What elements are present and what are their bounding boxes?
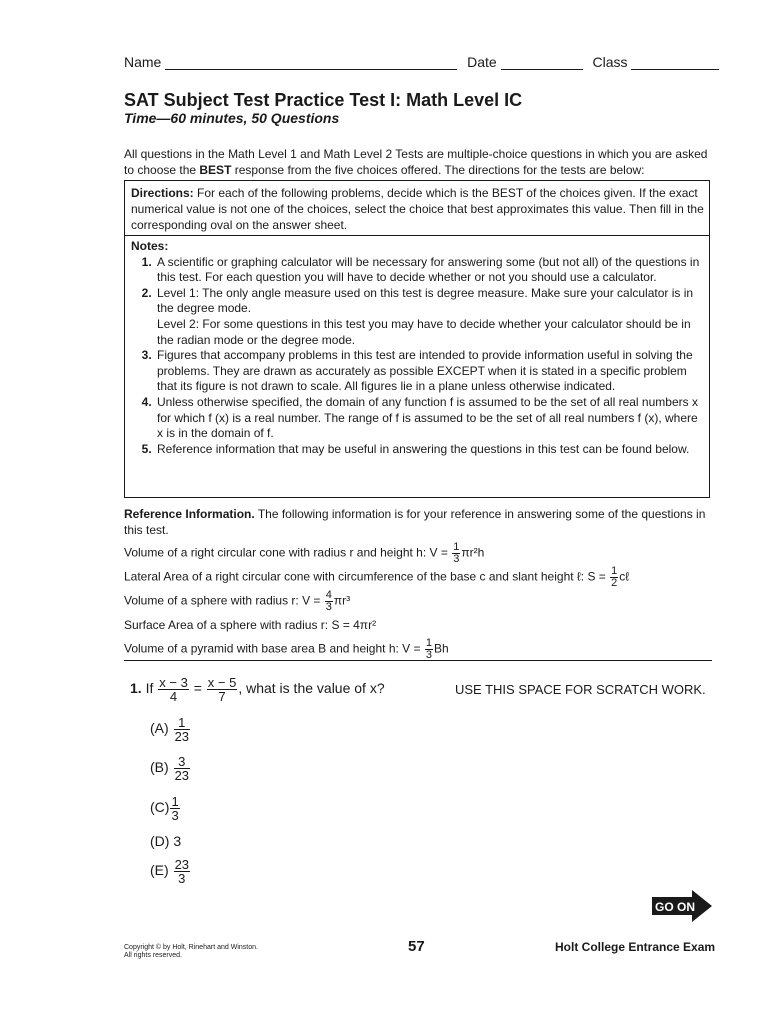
choice-a[interactable]	[150, 716, 191, 743]
scratch-work-label: USE THIS SPACE FOR SCRATCH WORK.	[455, 682, 706, 697]
name-blank	[165, 55, 457, 70]
formula-text: Lateral Area of a right circular cone with circumference of the base c and slant height ℓ: S =	[124, 569, 610, 584]
frac-den: 7	[218, 689, 226, 704]
formula-rest: πr³	[333, 593, 351, 608]
fraction-rhs	[207, 676, 238, 703]
formula-sphere-area: Surface Area of a sphere with radius r: S = 4πr²	[124, 618, 377, 632]
formula-rest: πr²h	[461, 545, 485, 560]
notes	[131, 239, 705, 457]
note-level2: Level 2: For some questions in this test you may have to decide whether your calculator should be in the radian mode or the degree mode.	[157, 316, 691, 347]
question-if: If	[145, 680, 154, 697]
frac-num: 1	[611, 565, 618, 577]
note-item: 3. Figures that accompany problems in this test are intended to provide information useful in solving the problems. They are drawn as accurately as possible EXCEPT when it is stated in a specific problem that its figure is not drawn to scale. All figures lie in a plane unless otherwise indicated.	[155, 348, 705, 395]
go-on-arrow-svg	[652, 890, 712, 922]
reference-label: Reference Information.	[124, 507, 255, 521]
formula-sphere-volume	[124, 590, 350, 613]
choice-e[interactable]	[150, 858, 191, 885]
frac-num: x − 5	[207, 675, 237, 690]
date-label: Date	[467, 54, 497, 70]
choice-d[interactable]	[150, 833, 181, 849]
frac-den: 23	[174, 768, 190, 783]
directions-box	[124, 180, 710, 498]
choice-label: (B)	[150, 759, 169, 776]
fraction	[452, 542, 460, 565]
frac-den: 3	[325, 601, 332, 613]
fraction	[610, 566, 618, 589]
frac-num: 4	[325, 589, 332, 601]
fraction	[325, 590, 333, 613]
page-number: 57	[408, 938, 425, 955]
frac-num: 1	[171, 794, 179, 809]
copyright	[124, 944, 258, 960]
fraction	[170, 795, 179, 822]
frac-num: 3	[174, 755, 190, 769]
reference-info	[124, 506, 714, 538]
intro-text-1: All questions in the Math Level 1 and Math Level 2 Tests are multiple-choice questions in which you are asked to choose the	[124, 147, 708, 177]
fraction	[174, 755, 190, 782]
intro-text-2: response from the five choices offered. The directions for the tests are below:	[231, 163, 645, 177]
formula-pyramid-volume	[124, 638, 449, 661]
date-blank	[501, 55, 583, 70]
choice-label: (E)	[150, 862, 169, 879]
choice-label: (C)	[150, 799, 170, 816]
reference-text: The following information is for your reference in answering some of the questions in this test.	[124, 507, 706, 537]
frac-den: 4	[169, 689, 178, 704]
copyright-line-1: Copyright © by Holt, Rinehart and Winston.	[124, 944, 258, 951]
formula-lateral-area	[124, 566, 629, 589]
box-divider	[125, 235, 709, 236]
fraction	[425, 638, 433, 661]
note-item: 5. Reference information that may be useful in answering the questions in this test can be found below.	[155, 442, 705, 458]
fraction	[174, 716, 190, 743]
section-rule	[124, 660, 712, 661]
choice-label: (D)	[150, 833, 170, 849]
choice-value: 3	[173, 833, 182, 849]
frac-num: 1	[425, 637, 432, 649]
formula-rest: Bh	[433, 641, 449, 656]
page-subtitle: Time—60 minutes, 50 Questions	[124, 110, 340, 126]
frac-num: 23	[174, 857, 190, 872]
directions-label: Directions:	[131, 186, 194, 200]
class-blank	[631, 55, 719, 70]
note-item: 4. Unless otherwise specified, the domain of any function f is assumed to be the set of all real numbers x for which f (x) is a real number. The range of f is assumed to be the set of all real numbers f (x), where x is in the domain of f.	[155, 395, 705, 442]
equals-sign: =	[193, 680, 202, 697]
frac-den: 3	[453, 553, 460, 565]
frac-num: 1	[453, 541, 460, 553]
choice-label: (A)	[150, 720, 169, 737]
copyright-line-2: All rights reserved.	[124, 952, 182, 959]
fraction-lhs	[158, 676, 189, 703]
formula-cone-volume	[124, 542, 484, 565]
formula-text: Volume of a pyramid with base area B and height h: V =	[124, 641, 424, 656]
formula-rest: cℓ	[619, 569, 630, 584]
intro-bold: BEST	[199, 163, 232, 177]
frac-den: 3	[178, 871, 186, 886]
go-on-label: GO ON	[655, 900, 696, 914]
formula-text: Volume of a right circular cone with radius r and height h: V =	[124, 545, 452, 560]
directions-text: For each of the following problems, decide which is the BEST of the choices given. If the exact numerical value is not one of the choices, select the choice that best approximates this value. Then fill in the corresponding oval on the answer sheet.	[131, 186, 704, 232]
frac-den: 2	[611, 577, 618, 589]
header-row	[124, 54, 719, 70]
question-text: , what is the value of x?	[238, 680, 385, 697]
directions	[131, 185, 705, 233]
frac-num: 1	[174, 716, 190, 730]
name-label: Name	[124, 54, 162, 70]
formula-text: Volume of a sphere with radius r: V =	[124, 593, 324, 608]
go-on-arrow-icon	[652, 890, 712, 927]
publisher-label: Holt College Entrance Exam	[555, 940, 716, 954]
notes-list	[131, 255, 705, 458]
note-level1: Level 1: The only angle measure used on this test is degree measure. Make sure your calculator is in the degree mode.	[157, 285, 694, 316]
frac-den: 3	[425, 649, 432, 661]
question-1	[130, 676, 385, 703]
class-label: Class	[592, 54, 628, 70]
note-item	[155, 286, 705, 348]
note-item: 1. A scientific or graphing calculator will be necessary for answering some (but not all) of the questions in this test. For each question you will have to decide whether or not you should use a calculator.	[155, 255, 705, 286]
frac-num: x − 3	[159, 675, 188, 690]
page-title: SAT Subject Test Practice Test I: Math Level IC	[124, 90, 523, 110]
notes-label: Notes:	[131, 239, 169, 253]
frac-den: 3	[171, 808, 179, 823]
question-number: 1.	[130, 680, 142, 697]
choice-b[interactable]	[150, 755, 191, 782]
intro-paragraph	[124, 146, 714, 178]
frac-den: 23	[174, 729, 190, 744]
choice-c[interactable]	[150, 795, 181, 822]
fraction	[174, 858, 190, 885]
